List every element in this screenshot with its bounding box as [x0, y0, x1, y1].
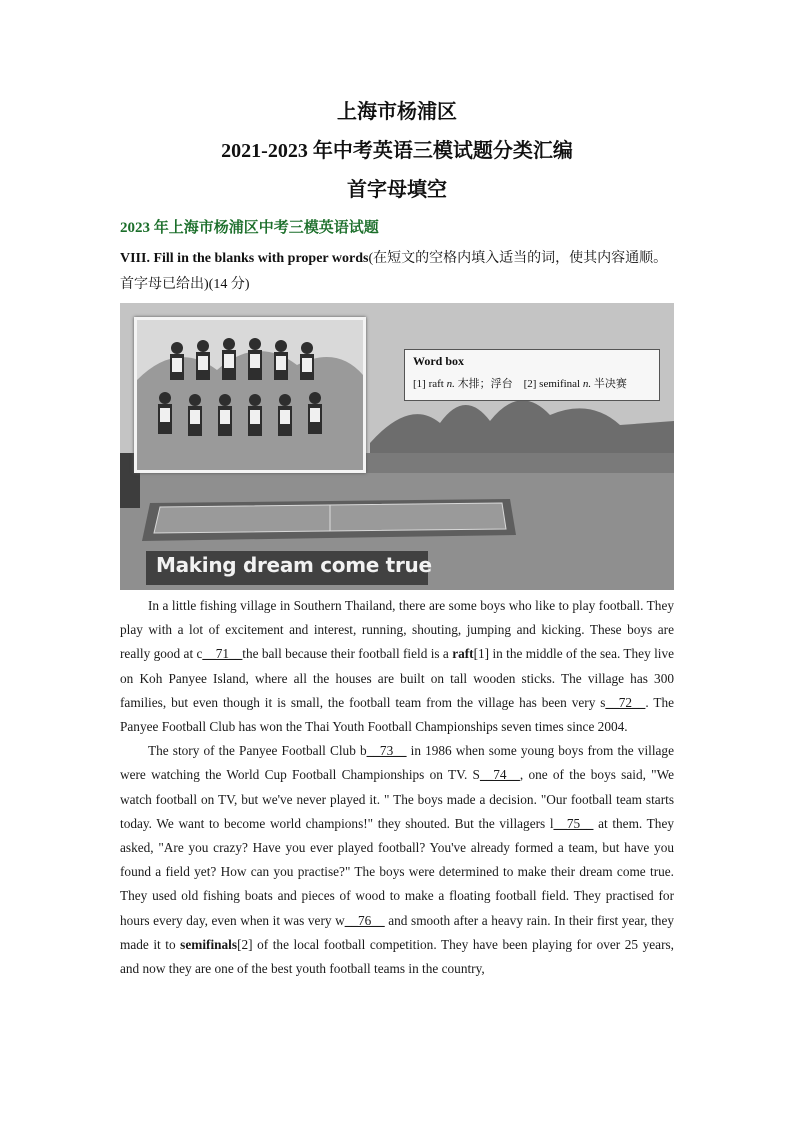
- blank-72: __72__: [605, 694, 646, 710]
- word-box: [404, 349, 660, 401]
- document-title-collection: 2021-2023 年中考英语三模试题分类汇编: [221, 140, 573, 162]
- p1-text-d: . The Panyee Football Club has won the Thai Youth Football Championships seven times since 2004.: [120, 694, 674, 735]
- blank-76: __76__: [344, 912, 385, 928]
- p1-text-a: In a little fishing village in Southern Thailand, there are some boys who like to play football. They play with a lot of excitement and interest, running, shouting, jumping and kicking. These boys are really good at c: [120, 598, 674, 662]
- team-photo: [134, 317, 366, 473]
- word-box-item2-label: [2] semifinal: [523, 378, 581, 390]
- word-box-item1-pos: n.: [446, 378, 455, 390]
- word-box-item2-pos: n.: [582, 378, 592, 390]
- word-box-entries: [413, 375, 651, 391]
- blank-74: __74__: [479, 767, 520, 783]
- p2-text-c: , one of the boys said, "We watch football on TV, but we've never played it. " The boys made a decision. "Our football team starts today. We want to become world champions!" they shouted. But the villagers l: [120, 767, 674, 831]
- passage: [120, 594, 674, 981]
- passage-photo: [120, 303, 674, 590]
- banner-caption: Making dream come true: [156, 553, 432, 577]
- word-box-item1-meaning: 木排；浮台: [457, 378, 513, 390]
- instruction: [120, 246, 676, 298]
- p2-text-a: The story of the Panyee Football Club b: [148, 743, 367, 759]
- blank-73: __73__: [366, 743, 407, 759]
- paragraph-2: [120, 739, 674, 981]
- p1-text-b: the ball because their football field is a: [242, 646, 453, 662]
- word-box-item2-meaning: 半决赛: [593, 378, 627, 390]
- p2-text-e: and smooth after a heavy rain. In their first year, they made it to: [120, 912, 674, 952]
- document-title-topic: 首字母填空: [347, 179, 447, 201]
- instruction-cn: (在短文的空格内填入适当的词，使其内容通顺。首字母已给出)(14 分): [120, 251, 668, 292]
- instruction-en: VIII. Fill in the blanks with proper words: [120, 251, 369, 266]
- p2-text-b: in 1986 when some young boys from the village were watching the World Cup Football Championships on TV. S: [120, 743, 674, 783]
- word-box-title: Word box: [413, 354, 465, 368]
- section-heading: 2023 年上海市杨浦区中考三模英语试题: [120, 220, 379, 236]
- keyword-raft: raft: [452, 646, 474, 662]
- p2-text-d: at them. They asked, "Are you crazy? Have you ever played football? You've already formed a team, but have you found a field yet? How can you practise?" The boys were determined to make their dream come true. They used old fishing boats and pieces of wood to make a floating football field. They practised for hours every day, even when it was very w: [120, 815, 674, 928]
- team-photo-illustration: [137, 320, 363, 470]
- blank-71: __71__: [202, 646, 243, 662]
- paragraph-1: [120, 594, 674, 739]
- blank-75: __75__: [553, 815, 594, 831]
- document-title-district: 上海市杨浦区: [337, 101, 457, 123]
- keyword-semifinals: semifinals: [180, 936, 238, 952]
- word-box-item1-label: [1] raft: [413, 378, 444, 390]
- p2-text-f: [2] of the local football competition. They have been playing for over 25 years, and now they are one of the best youth football teams in the country,: [120, 936, 674, 977]
- p1-text-c: [1] in the middle of the sea. They live on Koh Panyee Island, where all the houses are built on tall wooden sticks. The village has 300 families, but even though it is small, the football team from the village has been very s: [120, 646, 675, 710]
